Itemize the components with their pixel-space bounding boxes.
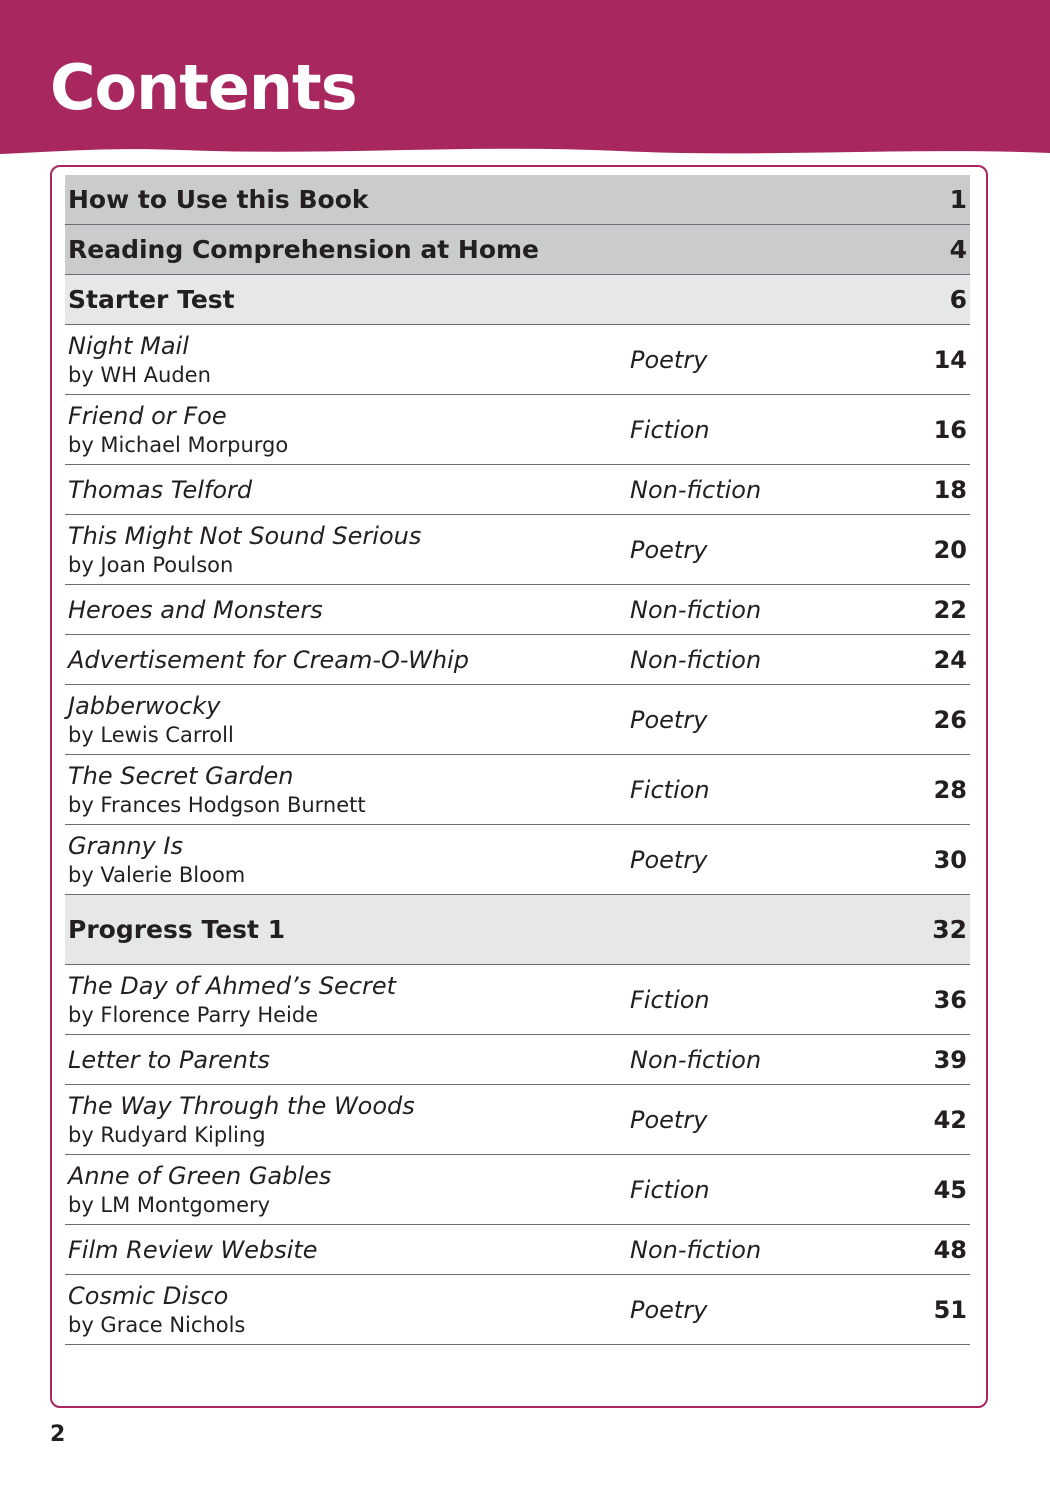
entry-genre: Poetry: [630, 705, 708, 734]
contents-row[interactable]: [65, 685, 970, 755]
entry-page-number: 39: [933, 1045, 967, 1074]
entry-page-number: 51: [933, 1295, 967, 1324]
entry-genre: Fiction: [630, 985, 710, 1014]
entry-text: [68, 1085, 415, 1154]
entry-page-number: 18: [933, 475, 967, 504]
entry-title: The Day of Ahmed’s Secret: [68, 971, 397, 1000]
contents-row[interactable]: [65, 1085, 970, 1155]
entry-title: Advertisement for Cream-O-Whip: [68, 645, 469, 674]
contents-row[interactable]: [65, 635, 970, 685]
entry-genre: Non-fiction: [630, 595, 762, 624]
entry-text: [68, 1225, 318, 1274]
entry-genre: Fiction: [630, 1175, 710, 1204]
contents-row[interactable]: [65, 1275, 970, 1345]
entry-page-number: 28: [933, 775, 967, 804]
contents-row[interactable]: [65, 755, 970, 825]
entry-page-number: 16: [933, 415, 967, 444]
section-page-number: 6: [949, 285, 967, 314]
entry-page-number: 22: [933, 595, 967, 624]
entry-text: [68, 395, 288, 464]
entry-genre: Non-fiction: [630, 1045, 762, 1074]
contents-row[interactable]: [65, 825, 970, 895]
entry-text: [68, 965, 396, 1034]
entry-title: The Secret Garden: [68, 761, 294, 790]
section-page-number: 1: [949, 185, 967, 214]
section-title: Reading Comprehension at Home: [68, 235, 539, 264]
entry-author: by Lewis Carroll: [68, 722, 234, 747]
entry-genre: Non-fiction: [630, 475, 762, 504]
entry-title: Film Review Website: [68, 1235, 318, 1264]
entry-title: Cosmic Disco: [68, 1281, 229, 1310]
page-number: 2: [50, 1422, 66, 1447]
entry-text: [68, 825, 245, 894]
entry-genre: Fiction: [630, 775, 710, 804]
entry-title: Friend or Foe: [68, 401, 227, 430]
entry-text: [68, 635, 469, 684]
entry-author: by Frances Hodgson Burnett: [68, 792, 366, 817]
entry-text: [68, 1275, 245, 1344]
entry-page-number: 14: [933, 345, 967, 374]
entry-title: This Might Not Sound Serious: [68, 521, 422, 550]
entry-title: Granny Is: [68, 831, 184, 860]
page-title: Contents: [50, 51, 357, 124]
entry-author: by Joan Poulson: [68, 552, 234, 577]
contents-row[interactable]: [65, 965, 970, 1035]
section-row-reading-at-home[interactable]: [65, 225, 970, 275]
entry-text: [68, 515, 421, 584]
entry-page-number: 42: [933, 1105, 967, 1134]
entry-genre: Poetry: [630, 845, 708, 874]
entry-page-number: 48: [933, 1235, 967, 1264]
contents-row[interactable]: [65, 515, 970, 585]
contents-row[interactable]: [65, 585, 970, 635]
header-banner: [0, 0, 1050, 160]
entry-text: [68, 1035, 270, 1084]
entry-author: by Valerie Bloom: [68, 862, 246, 887]
entry-page-number: 30: [933, 845, 967, 874]
entry-author: by Michael Morpurgo: [68, 432, 289, 457]
entry-genre: Poetry: [630, 535, 708, 564]
entry-genre: Non-fiction: [630, 1235, 762, 1264]
entry-title: The Way Through the Woods: [68, 1091, 415, 1120]
contents-row[interactable]: [65, 1155, 970, 1225]
entry-genre: Fiction: [630, 415, 710, 444]
entry-page-number: 20: [933, 535, 967, 564]
entry-title: Anne of Green Gables: [68, 1161, 332, 1190]
entry-title: Night Mail: [68, 331, 189, 360]
entry-genre: Poetry: [630, 345, 708, 374]
entry-page-number: 26: [933, 705, 967, 734]
entry-title: Letter to Parents: [68, 1045, 270, 1074]
section-page-number: 32: [932, 915, 967, 944]
entry-title: Jabberwocky: [68, 691, 221, 720]
entry-text: [68, 755, 366, 824]
contents-row[interactable]: [65, 395, 970, 465]
contents-row[interactable]: [65, 1225, 970, 1275]
entry-title: Thomas Telford: [68, 475, 253, 504]
entry-page-number: 24: [933, 645, 967, 674]
contents-row[interactable]: [65, 325, 970, 395]
entry-text: [68, 465, 252, 514]
entry-genre: Poetry: [630, 1105, 708, 1134]
section-row-how-to-use[interactable]: [65, 175, 970, 225]
entry-author: by Grace Nichols: [68, 1312, 246, 1337]
entry-author: by Florence Parry Heide: [68, 1002, 319, 1027]
entry-genre: Non-fiction: [630, 645, 762, 674]
section-page-number: 4: [949, 235, 967, 264]
entry-page-number: 45: [933, 1175, 967, 1204]
entry-title: Heroes and Monsters: [68, 595, 323, 624]
contents-table: [65, 175, 970, 1345]
section-row-starter-test[interactable]: [65, 275, 970, 325]
entry-text: [68, 1155, 331, 1224]
entry-text: [68, 325, 211, 394]
entry-genre: Poetry: [630, 1295, 708, 1324]
entry-author: by LM Montgomery: [68, 1192, 271, 1217]
entry-text: [68, 585, 323, 634]
entry-author: by WH Auden: [68, 362, 211, 387]
entry-page-number: 36: [933, 985, 967, 1014]
section-row-progress-test-1[interactable]: [65, 895, 970, 965]
entry-text: [68, 685, 234, 754]
section-title: Progress Test 1: [68, 915, 286, 944]
section-title: How to Use this Book: [68, 185, 369, 214]
contents-row[interactable]: [65, 465, 970, 515]
contents-row[interactable]: [65, 1035, 970, 1085]
section-title: Starter Test: [68, 285, 235, 314]
entry-author: by Rudyard Kipling: [68, 1122, 266, 1147]
